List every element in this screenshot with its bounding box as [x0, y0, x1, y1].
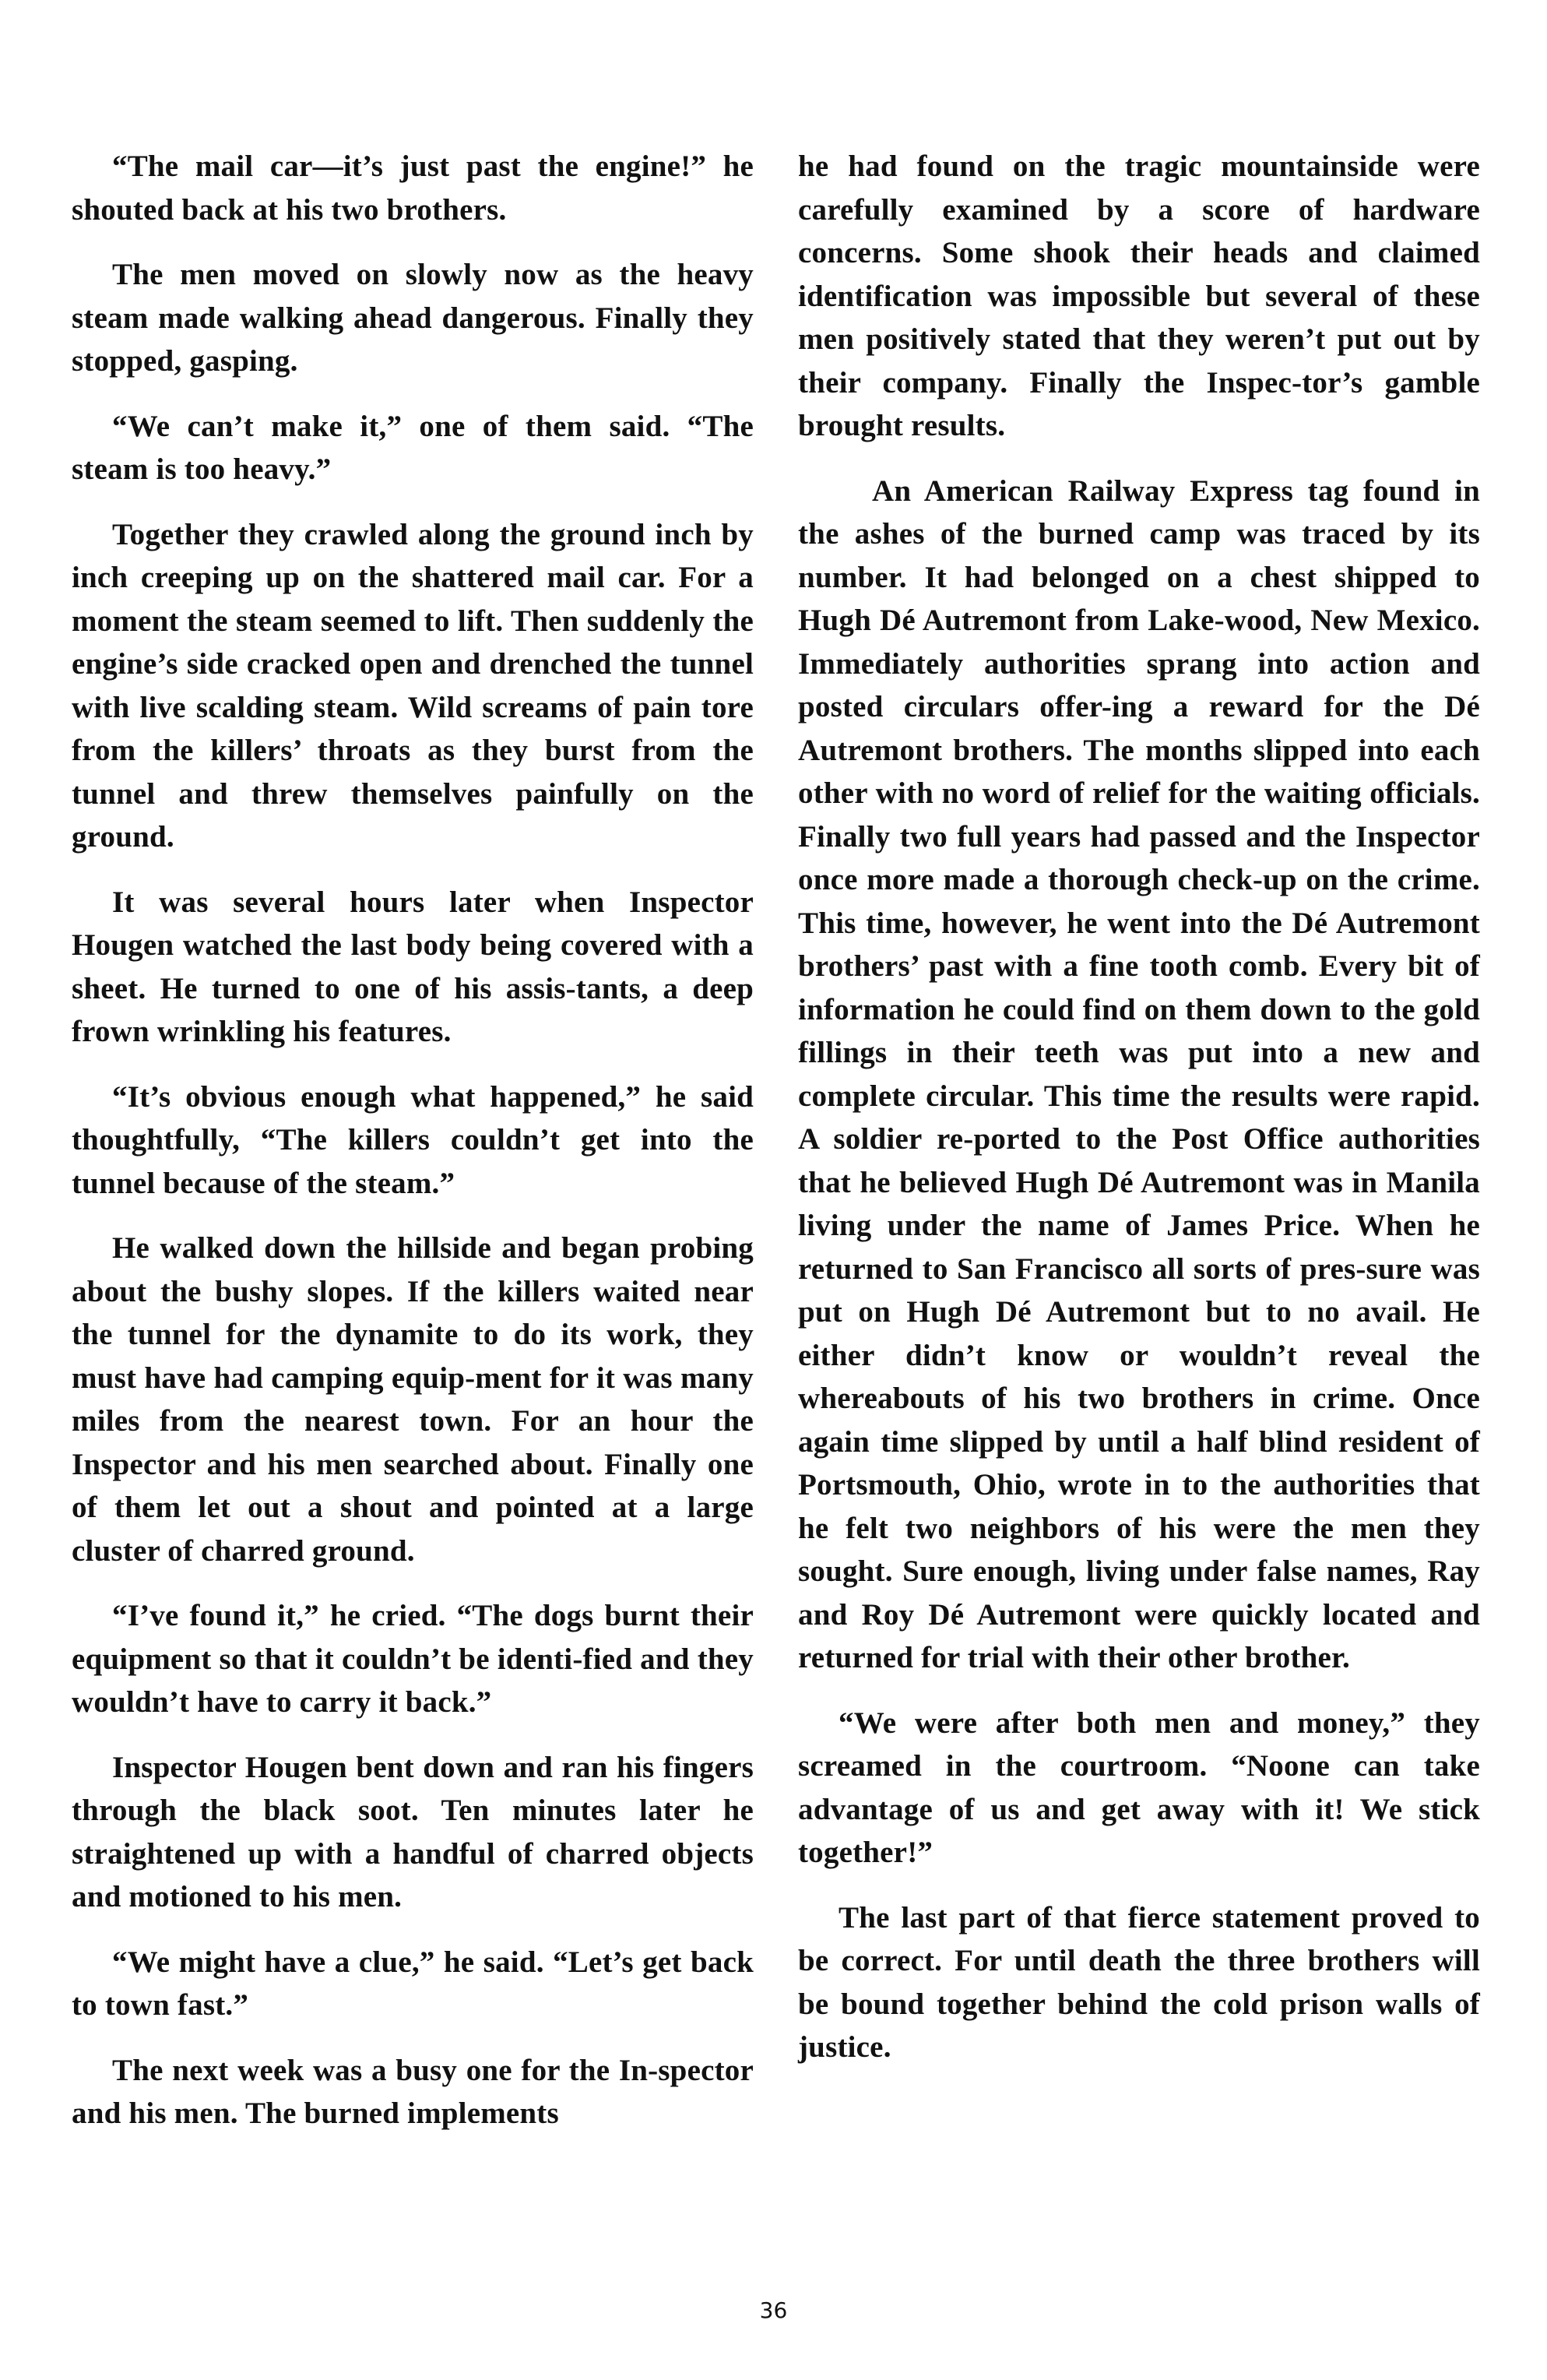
paragraph: “We might have a clue,” he said. “Let’s get back to town fast.” [72, 1945, 754, 2022]
paragraph: “It’s obvious enough what happened,” he said thoughtfully, “The killers couldn’t get into the tunnel because of the steam.” [72, 1079, 754, 1200]
paragraph: He walked down the hillside and began probing about the bushy slopes. If the killers waited near the tunnel for the dynamite to do its work, they must have had camping equip-ment for it was many miles from the nearest town. For an hour the Inspector and his men searched about. Finally one of them let out a shout and pointed at a large cluster of charred ground. [72, 1231, 754, 1568]
left-column [72, 145, 754, 2157]
paragraph: “We can’t make it,” one of them said. “The steam is too heavy.” [72, 409, 754, 486]
paragraph: “I’ve found it,” he cried. “The dogs burnt their equipment so that it couldn’t be identi-fied and they wouldn’t have to carry it back.” [72, 1599, 754, 1719]
paragraph: he had found on the tragic mountainside were carefully examined by a score of hardware concerns. Some shook their heads and claimed identification was impossible but several of these men positively stated that they weren’t put out by their company. Finally the Inspec-tor’s gamble brought results. [798, 150, 1480, 442]
right-column [798, 145, 1480, 2091]
paragraph: The men moved on slowly now as the heavy steam made walking ahead dangerous. Finally they stopped, gasping. [72, 258, 754, 378]
paragraph: “We were after both men and money,” they screamed in the courtroom. “Noone can take advantage of us and get away with it! We stick together!” [798, 1706, 1480, 1869]
paragraph: “The mail car—it’s just past the engine!” he shouted back at his two brothers. [72, 150, 754, 227]
paragraph: The next week was a busy one for the In-spector and his men. The burned implements [72, 2053, 754, 2130]
page-number: 36 [759, 2297, 788, 2323]
paragraph: An American Railway Express tag found in the ashes of the burned camp was traced by its number. It had belonged on a chest shipped to Hugh Dé Autremont from Lake-wood, New Mexico. Immediately authorities sprang into action and posted circulars offer-ing a reward for the Dé Autremont brothers. The months slipped into each other with no word of relief for the waiting officials. Finally two full years had passed and the Inspector once more made a thorough check-up on the crime. This time, however, he went into the Dé Autremont brothers’ past with a fine tooth comb. Every bit of information he could find on them down to the gold fillings in their teeth was put into a new and complete circular. This time the results were rapid. A soldier re-ported to the Post Office authorities that he believed Hugh Dé Autremont was in Manila living under the name of James Price. When he returned to San Francisco all sorts of pres-sure was put on Hugh Dé Autremont but to no avail. He either didn’t know or wouldn’t reveal the whereabouts of his two brothers in crime. Once again time slipped by until a half blind resident of Portsmouth, Ohio, wrote in to the authorities that he felt two neighbors of his were the men they sought. Sure enough, living under false names, Ray and Roy Dé Autremont were quickly located and returned for trial with their other brother. [798, 474, 1480, 1674]
paragraph: It was several hours later when Inspector Hougen watched the last body being covered with a sheet. He turned to one of his assis-tants, a deep frown wrinkling his features. [72, 885, 754, 1048]
paragraph: The last part of that fierce statement proved to be correct. For until death the three brothers will be bound together behind the cold prison walls of justice. [798, 1900, 1480, 2064]
paragraph: Together they crawled along the ground inch by inch creeping up on the shattered mail car. For a moment the steam seemed to lift. Then suddenly the engine’s side cracked open and drenched the tunnel with live scalding steam. Wild screams of pain tore from the killers’ throats as they burst from the tunnel and threw themselves painfully on the ground. [72, 517, 754, 854]
paragraph: Inspector Hougen bent down and ran his fingers through the black soot. Ten minutes later he straightened up with a handful of charred objects and motioned to his men. [72, 1750, 754, 1914]
